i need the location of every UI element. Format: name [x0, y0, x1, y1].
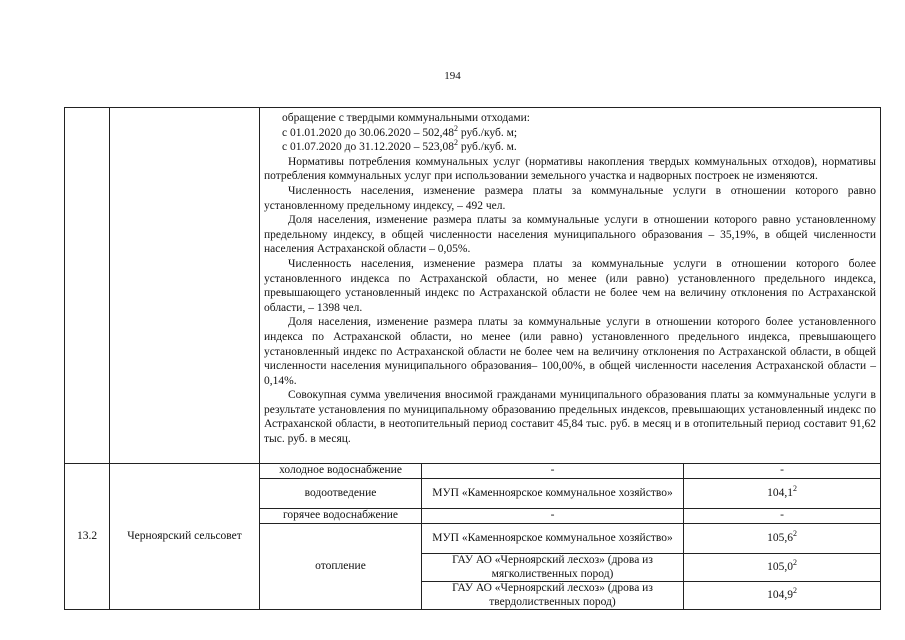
paragraph: Численность населения, изменение размера платы за коммунальные услуги в отношении которого равно установленному предельному индексу, – 492 чел.	[264, 184, 876, 212]
cell-empty-name	[110, 108, 260, 464]
provider-cell: ГАУ АО «Черноярский лесхоз» (дрова из мягколиственных пород)	[422, 554, 684, 582]
service-sewerage: водоотведение	[260, 479, 422, 509]
provider-cell: МУП «Каменноярское коммунальное хозяйство»	[422, 479, 684, 509]
service-hot-water: горячее водоснабжение	[260, 509, 422, 524]
provider-cell: МУП «Каменноярское коммунальное хозяйство»	[422, 524, 684, 554]
paragraph: Совокупная сумма увеличения вносимой гражданами муниципального образования платы за коммунальные услуги в результате установления по муниципальному образованию предельных индексов, превышающих установленный индекс по Астраханской области, в неотопительный период составит 45,84 тыс. руб. в месяц и в отопительный период составит 91,62 тыс. руб. в месяц.	[264, 389, 876, 446]
paragraph: Численность населения, изменение размера платы за коммунальные услуги в отношении которого более установленного индекса по Астраханской области, но менее (или равно) установленного предельного индекса, превышающего установленный индекс по Астраханской области не более чем на величину отклонения по Астраханской области, – 1398 чел.	[264, 257, 876, 314]
table-row	[65, 464, 881, 479]
index-value: -	[684, 509, 881, 524]
service-cold-water: холодное водоснабжение	[260, 464, 422, 479]
text-line: с 01.07.2020 до 31.12.2020 – 523,08$^2$ руб./куб. м.	[282, 138, 517, 154]
index-value: 105,0$^2$	[684, 554, 881, 582]
index-value: 104,9$^2$	[684, 582, 881, 610]
provider-cell: -	[422, 464, 684, 479]
index-value: 105,6$^2$	[684, 524, 881, 554]
section-name: Черноярский сельсовет	[110, 464, 260, 610]
provider-cell: -	[422, 509, 684, 524]
page-number: 194	[444, 70, 461, 82]
paragraph: Нормативы потребления коммунальных услуг (нормативы накопления твердых коммунальных отходов), нормативы потребления коммунальных услуг при использовании земельного участка и надворных построек не изменяются.	[264, 155, 876, 183]
section-number: 13.2	[65, 464, 110, 610]
paragraph: Доля населения, изменение размера платы за коммунальные услуги в отношении которого более установленного индекса по Астраханской области, но менее (или равно) установленного предельного индекса, превышающего установленный индекс по Астраханской области не более чем на величину отклонения по Астраханской области, в общей численности населения муниципального образования– 100,00%, в общей численности населения Астраханской области – 0,14%.	[264, 316, 876, 387]
paragraph: Доля населения, изменение размера платы за коммунальные услуги в отношении которого равно установленному предельному индексу, в общей численности населения муниципального образования – 35,19%, в общей численности населения Астраханской области – 0,05%.	[264, 214, 876, 256]
text-line: обращение с твердыми коммунальными отходами:	[282, 112, 530, 124]
table-row-description	[65, 108, 881, 464]
cell-empty-number	[65, 108, 110, 464]
tariff-table	[64, 107, 881, 610]
description-cell	[260, 108, 881, 464]
service-heating: отопление	[260, 524, 422, 610]
index-value: 104,1$^2$	[684, 479, 881, 509]
index-value: -	[684, 464, 881, 479]
text-line: с 01.01.2020 до 30.06.2020 – 502,48$^2$ руб./куб. м;	[282, 123, 518, 139]
provider-cell: ГАУ АО «Черноярский лесхоз» (дрова из твердолиственных пород)	[422, 582, 684, 610]
